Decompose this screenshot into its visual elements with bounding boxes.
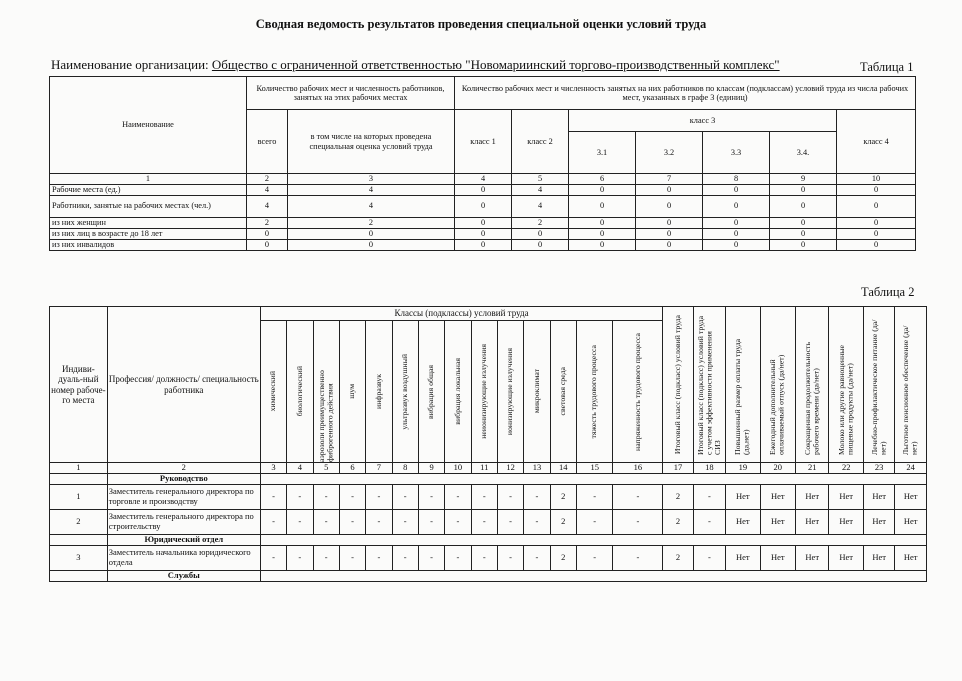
t2-factor: [260, 321, 286, 463]
cell: -: [445, 545, 471, 570]
t2-factor-text: неионизирующие излучения: [478, 344, 488, 439]
cell: 2: [663, 509, 693, 534]
cell: Нет: [895, 545, 927, 570]
col-number: 3: [288, 174, 455, 185]
row-profession: Заместитель генерального директора по торговле и производству: [107, 484, 260, 509]
table-row: [50, 545, 927, 570]
cell: -: [313, 509, 339, 534]
cell: 0: [770, 228, 837, 239]
row-profession: Заместитель начальника юридического отдела: [107, 545, 260, 570]
cell: 0: [837, 195, 916, 217]
col-number: 16: [613, 463, 663, 474]
empty-cell: [50, 473, 108, 484]
cell: -: [313, 484, 339, 509]
t1-sub-3-4: 3.4.: [770, 132, 837, 174]
table2-label: Таблица 2: [861, 285, 915, 299]
col-number: 8: [703, 174, 770, 185]
cell: Нет: [760, 484, 795, 509]
t2-factor-text: ионизирующие излучения: [505, 347, 515, 436]
col-number: 10: [837, 174, 916, 185]
cell: 2: [288, 217, 455, 228]
t2-header-extra: [663, 307, 693, 463]
t2-factor: [418, 321, 444, 463]
cell: 0: [569, 228, 636, 239]
col-number: 18: [693, 463, 725, 474]
t2-factor: [366, 321, 392, 463]
t2-factor: [339, 321, 365, 463]
col-number: 9: [770, 174, 837, 185]
col-number: 17: [663, 463, 693, 474]
cell: -: [366, 484, 392, 509]
table-row: [50, 509, 927, 534]
col-number: 5: [313, 463, 339, 474]
cell: 4: [288, 184, 455, 195]
cell: 0: [703, 217, 770, 228]
t2-factor: [471, 321, 497, 463]
t1-sub-3-3: 3.3: [703, 132, 770, 174]
cell: -: [445, 509, 471, 534]
cell: 0: [770, 184, 837, 195]
cell: Нет: [863, 484, 894, 509]
t2-factor-text: инфразвук: [373, 374, 383, 409]
document-title: Сводная ведомость результатов проведения специальной оценки условий труда: [255, 17, 707, 31]
t2-header-extra: [796, 307, 829, 463]
t1-header-group2: Количество рабочих мест и численность занятых на них работников по классам (подклассам) условий труда из числа рабочих мест, указанных в графе 3 (единиц): [455, 77, 916, 110]
cell: -: [339, 484, 365, 509]
t1-col-numbers: [50, 174, 916, 185]
cell: Нет: [895, 484, 927, 509]
cell: -: [524, 484, 550, 509]
cell: 0: [770, 217, 837, 228]
row-label: Рабочие места (ед.): [50, 184, 247, 195]
t2-header-text: Лечебно-профилактическое питание (да/нет): [869, 319, 888, 455]
cell: Нет: [863, 545, 894, 570]
col-number: 1: [50, 174, 247, 185]
cell: Нет: [796, 484, 829, 509]
row-label: Работники, занятые на рабочих местах (чел.): [50, 195, 247, 217]
cell: 4: [288, 195, 455, 217]
col-number: 2: [107, 463, 260, 474]
cell: 2: [247, 217, 288, 228]
table-row: [50, 195, 916, 217]
cell: 0: [569, 239, 636, 250]
t2-factor: [313, 321, 339, 463]
t2-header-extra: [863, 307, 894, 463]
cell: -: [392, 484, 418, 509]
cell: 0: [837, 217, 916, 228]
col-number: 15: [576, 463, 612, 474]
cell: 0: [770, 195, 837, 217]
cell: -: [524, 509, 550, 534]
cell: 4: [512, 195, 569, 217]
empty-cell: [260, 570, 926, 581]
col-number: 19: [726, 463, 760, 474]
t2-factor: [445, 321, 471, 463]
cell: -: [497, 509, 523, 534]
t2-col-numbers: [50, 463, 927, 474]
cell: 2: [512, 217, 569, 228]
cell: -: [471, 545, 497, 570]
cell: 0: [512, 239, 569, 250]
cell: -: [418, 509, 444, 534]
cell: -: [287, 484, 313, 509]
cell: 0: [455, 184, 512, 195]
t2-header-extra: [760, 307, 795, 463]
cell: Нет: [863, 509, 894, 534]
cell: -: [613, 545, 663, 570]
cell: -: [693, 509, 725, 534]
col-number: 24: [895, 463, 927, 474]
t1-sub-3-1: 3.1: [569, 132, 636, 174]
cell: 0: [837, 184, 916, 195]
cell: 0: [247, 239, 288, 250]
col-number: 9: [418, 463, 444, 474]
cell: -: [613, 484, 663, 509]
col-number: 22: [829, 463, 863, 474]
t2-header-text: Сокращенная продолжительность рабочего времени (да/нет): [802, 341, 821, 455]
cell: -: [313, 545, 339, 570]
col-number: 10: [445, 463, 471, 474]
cell: 0: [703, 239, 770, 250]
col-number: 4: [455, 174, 512, 185]
cell: 0: [703, 184, 770, 195]
cell: 0: [288, 239, 455, 250]
cell: -: [287, 545, 313, 570]
cell: -: [471, 484, 497, 509]
col-number: 6: [339, 463, 365, 474]
cell: Нет: [829, 545, 863, 570]
cell: -: [471, 509, 497, 534]
col-number: 20: [760, 463, 795, 474]
t2-header-text: Итоговый класс (подкласс) условий труда с учетом эффективности применения СИЗ: [695, 315, 722, 455]
t2-factor-text: ультразвук воздушный: [399, 353, 409, 430]
cell: 0: [636, 239, 703, 250]
col-number: 11: [471, 463, 497, 474]
cell: 0: [636, 195, 703, 217]
row-profession: Заместитель генерального директора по строительству: [107, 509, 260, 534]
cell: Нет: [726, 509, 760, 534]
cell: 0: [569, 217, 636, 228]
cell: -: [287, 509, 313, 534]
cell: Нет: [760, 509, 795, 534]
t2-header-text: Льготное пенсионное обеспечение (да/нет): [901, 325, 919, 455]
table-row: [50, 184, 916, 195]
t2-header-extra: [726, 307, 760, 463]
col-number: 1: [50, 463, 108, 474]
table-row: [50, 228, 916, 239]
cell: Нет: [829, 509, 863, 534]
cell: 2: [550, 545, 576, 570]
cell: Нет: [796, 545, 829, 570]
cell: 2: [663, 545, 693, 570]
cell: Нет: [796, 509, 829, 534]
cell: -: [366, 509, 392, 534]
t2-header-text: Итоговый класс (подкласс) условий труда: [672, 314, 682, 455]
cell: 0: [770, 239, 837, 250]
t2-header-extra: [693, 307, 725, 463]
t2-header-classes: Классы (подклассы) условий труда: [260, 307, 662, 321]
t2-factor-text: шум: [347, 384, 357, 399]
t2-factor-text: химический: [268, 371, 278, 412]
organization-line: [51, 57, 780, 73]
summary-table: [49, 76, 916, 251]
section-title: Юридический отдел: [107, 534, 260, 545]
cell: -: [576, 484, 612, 509]
row-id: 2: [50, 509, 108, 534]
t2-factor-text: вибрация локальная: [452, 358, 462, 425]
cell: -: [693, 545, 725, 570]
t2-factor: [613, 321, 663, 463]
cell: -: [497, 484, 523, 509]
t2-factor-text: световая среда: [557, 367, 567, 416]
t2-factor-text: аэрозоли преимущественно фиброгенного действия: [316, 369, 335, 462]
col-number: 6: [569, 174, 636, 185]
t1-header-class1: класс 1: [455, 110, 512, 174]
cell: 0: [837, 239, 916, 250]
cell: 0: [636, 217, 703, 228]
t2-header-id: Индиви-дуаль-ный номер рабоче-го места: [50, 307, 108, 463]
t1-header-class2: класс 2: [512, 110, 569, 174]
t2-header-profession: Профессия/ должность/ специальность работника: [107, 307, 260, 463]
section-title: Службы: [107, 570, 260, 581]
cell: -: [392, 545, 418, 570]
cell: 0: [247, 228, 288, 239]
cell: -: [339, 545, 365, 570]
cell: -: [418, 545, 444, 570]
cell: 0: [512, 228, 569, 239]
cell: 0: [455, 195, 512, 217]
t2-header-extra: [829, 307, 863, 463]
row-id: 3: [50, 545, 108, 570]
cell: -: [418, 484, 444, 509]
cell: 0: [455, 217, 512, 228]
table-row: [50, 484, 927, 509]
cell: -: [693, 484, 725, 509]
organization-name: Общество с ограниченной ответственностью "Новомариинский торгово-производственный комплекс": [211, 57, 780, 72]
t1-sub-3-2: 3.2: [636, 132, 703, 174]
cell: 0: [703, 195, 770, 217]
row-id: 1: [50, 484, 108, 509]
empty-cell: [260, 473, 926, 484]
cell: -: [445, 484, 471, 509]
t2-header-text: Молоко или другие равноценные пищевые продукты (да/нет): [836, 344, 855, 455]
cell: Нет: [760, 545, 795, 570]
cell: Нет: [726, 484, 760, 509]
cell: 0: [455, 239, 512, 250]
cell: 4: [247, 184, 288, 195]
cell: 0: [288, 228, 455, 239]
cell: 4: [247, 195, 288, 217]
col-number: 7: [636, 174, 703, 185]
section-row: [50, 534, 927, 545]
table-row: [50, 217, 916, 228]
cell: 0: [837, 228, 916, 239]
col-number: 14: [550, 463, 576, 474]
table1-label: Таблица 1: [860, 60, 914, 74]
col-number: 13: [524, 463, 550, 474]
t1-header-class4: класс 4: [837, 110, 916, 174]
t2-factor: [287, 321, 313, 463]
row-label: из них инвалидов: [50, 239, 247, 250]
cell: 0: [636, 228, 703, 239]
cell: -: [613, 509, 663, 534]
t2-factor: [524, 321, 550, 463]
t2-factor-text: напряженность трудового процесса: [632, 332, 642, 451]
section-title: Руководство: [107, 473, 260, 484]
t2-factor-text: вибрация общая: [426, 364, 436, 419]
t2-factor-text: тяжесть трудового процесса: [589, 344, 599, 439]
t2-header-text: Ежегодный дополнительный оплачиваемый отпуск (да/нет): [768, 354, 786, 455]
cell: -: [260, 509, 286, 534]
col-number: 7: [366, 463, 392, 474]
col-number: 8: [392, 463, 418, 474]
col-number: 2: [247, 174, 288, 185]
t1-header-assessed: в том числе на которых проведена специальная оценка условий труда: [288, 110, 455, 174]
col-number: 3: [260, 463, 286, 474]
cell: -: [497, 545, 523, 570]
t2-factor: [497, 321, 523, 463]
cell: 2: [550, 484, 576, 509]
col-number: 21: [796, 463, 829, 474]
t1-header-class3: класс 3: [569, 110, 837, 132]
col-number: 5: [512, 174, 569, 185]
t1-header-name: Наименование: [50, 77, 247, 174]
t2-factor: [550, 321, 576, 463]
cell: Нет: [895, 509, 927, 534]
cell: 0: [569, 184, 636, 195]
t2-factor-text: биологический: [294, 366, 304, 417]
section-row: [50, 570, 927, 581]
empty-cell: [50, 570, 108, 581]
t2-header-text: Повышенный размер оплаты труда (да,нет): [733, 338, 751, 455]
workplaces-table: [49, 306, 927, 582]
cell: Нет: [726, 545, 760, 570]
cell: -: [576, 509, 612, 534]
col-number: 12: [497, 463, 523, 474]
cell: -: [392, 509, 418, 534]
cell: 4: [512, 184, 569, 195]
table-row: [50, 239, 916, 250]
cell: 0: [569, 195, 636, 217]
row-label: из них лиц в возрасте до 18 лет: [50, 228, 247, 239]
t2-header-extra: [895, 307, 927, 463]
t1-header-group1: Количество рабочих мест и численность работников, занятых на этих рабочих местах: [247, 77, 455, 110]
cell: 0: [703, 228, 770, 239]
cell: -: [260, 545, 286, 570]
t1-header-total: всего: [247, 110, 288, 174]
t2-factor-text: микроклимат: [531, 369, 541, 414]
organization-label: Наименование организации:: [51, 57, 209, 72]
cell: 0: [455, 228, 512, 239]
row-label: из них женщин: [50, 217, 247, 228]
t2-factor: [576, 321, 612, 463]
cell: -: [366, 545, 392, 570]
t2-factor: [392, 321, 418, 463]
cell: 0: [636, 184, 703, 195]
col-number: 4: [287, 463, 313, 474]
cell: 2: [663, 484, 693, 509]
cell: -: [524, 545, 550, 570]
cell: 2: [550, 509, 576, 534]
empty-cell: [50, 534, 108, 545]
empty-cell: [260, 534, 926, 545]
section-row: [50, 473, 927, 484]
cell: Нет: [829, 484, 863, 509]
cell: -: [260, 484, 286, 509]
cell: -: [339, 509, 365, 534]
col-number: 23: [863, 463, 894, 474]
cell: -: [576, 545, 612, 570]
